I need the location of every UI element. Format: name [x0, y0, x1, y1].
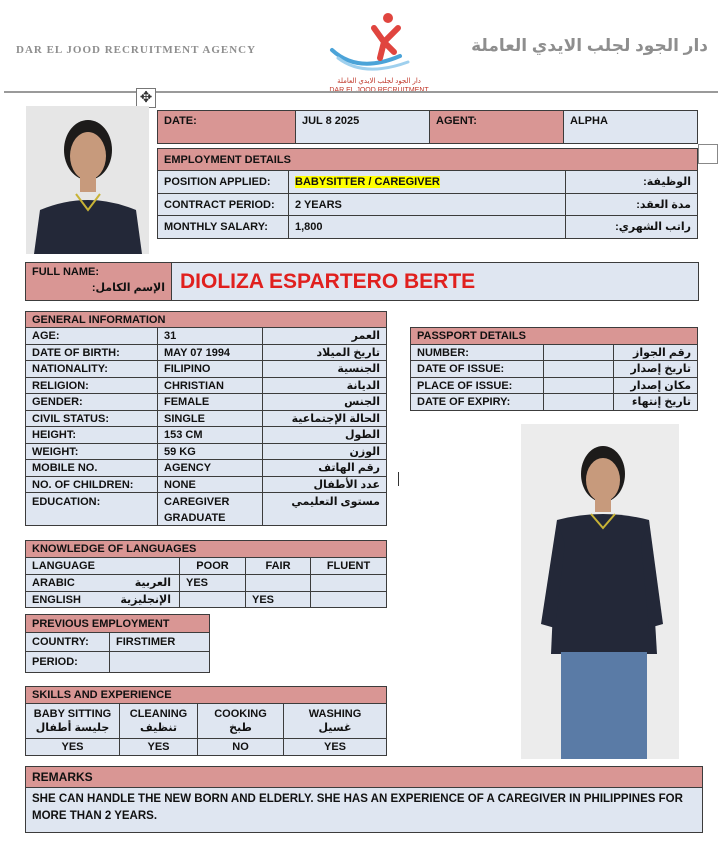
religion-label: RELIGION:	[26, 378, 158, 394]
education-label-ar: مستوى التعليمي	[263, 493, 387, 526]
date-label: DATE:	[158, 111, 296, 144]
previous-employment-table	[25, 614, 210, 673]
passport-issue-date-value	[544, 361, 614, 378]
skills-title: SKILLS AND EXPERIENCE	[26, 687, 387, 704]
languages-header-fluent: FLUENT	[311, 558, 387, 575]
skill-washing	[284, 704, 387, 739]
employment-title: EMPLOYMENT DETAILS	[158, 149, 698, 171]
employment-table	[157, 148, 698, 239]
arabic-fair	[246, 575, 311, 592]
salary-label-ar: راتب الشهري:	[566, 216, 698, 239]
period-value	[110, 652, 210, 673]
remarks-title: REMARKS	[26, 767, 703, 788]
height-label: HEIGHT:	[26, 427, 158, 444]
gender-label-ar: الجنس	[263, 394, 387, 411]
full-name-table	[25, 262, 699, 301]
passport-title: PASSPORT DETAILS	[411, 328, 698, 345]
remarks-table	[25, 766, 703, 833]
full-name-value: DIOLIZA ESPARTERO BERTE	[172, 263, 699, 301]
text-cursor	[398, 472, 399, 486]
language-arabic-ar: العربية	[134, 577, 171, 589]
general-info-table	[25, 311, 387, 526]
passport-issue-place-value	[544, 378, 614, 394]
skill-washing-en: WASHING	[308, 708, 362, 720]
agency-name-ar: دار الجود لجلب الايدي العاملة	[471, 36, 708, 55]
height-value: 153 CM	[158, 427, 263, 444]
passport-expiry-value	[544, 394, 614, 411]
position-label-ar: الوظيفة:	[566, 171, 698, 194]
passport-issue-place-label: PLACE OF ISSUE:	[411, 378, 544, 394]
full-name-label-en: FULL NAME:	[32, 266, 100, 278]
language-english-ar: الإنجليزية	[120, 593, 171, 606]
position-label: POSITION APPLIED:	[158, 171, 289, 194]
religion-label-ar: الديانة	[263, 378, 387, 394]
header-divider	[4, 91, 718, 93]
weight-label: WEIGHT:	[26, 444, 158, 460]
remarks-text: SHE CAN HANDLE THE NEW BORN AND ELDERLY. SHE HAS AN EXPERIENCE OF A CAREGIVER IN PHILIPPINES FOR MORE THAN 2 YEARS.	[26, 788, 703, 833]
passport-expiry-label: DATE OF EXPIRY:	[411, 394, 544, 411]
children-label: NO. OF CHILDREN:	[26, 477, 158, 493]
logo-text-ar: دار الجود لجلب الايدي العاملة	[337, 78, 421, 85]
agent-label: AGENT:	[430, 111, 564, 144]
previous-employment-title: PREVIOUS EMPLOYMENT	[26, 615, 210, 633]
period-label: PERIOD:	[26, 652, 110, 673]
languages-header-poor: POOR	[180, 558, 246, 575]
passport-number-label: NUMBER:	[411, 345, 544, 361]
mobile-label-ar: رقم الهاتف	[263, 460, 387, 477]
nationality-value: FILIPINO	[158, 361, 263, 378]
height-label-ar: الطول	[263, 427, 387, 444]
passport-table	[410, 327, 698, 411]
dob-label-ar: تاريخ الميلاد	[263, 345, 387, 361]
language-arabic-en: ARABIC	[32, 577, 75, 589]
dob-label: DATE OF BIRTH:	[26, 345, 158, 361]
weight-value: 59 KG	[158, 444, 263, 460]
general-info-title: GENERAL INFORMATION	[26, 312, 387, 328]
contract-value: 2 YEARS	[289, 194, 566, 216]
corner-box	[698, 144, 718, 164]
salary-label: MONTHLY SALARY:	[158, 216, 289, 239]
skills-table	[25, 686, 387, 756]
applicant-photo-small	[26, 106, 149, 254]
civil-status-value: SINGLE	[158, 411, 263, 427]
skill-baby-sitting	[26, 704, 120, 739]
skill-cooking-en: COOKING	[214, 708, 267, 720]
languages-table	[25, 540, 387, 608]
education-value	[158, 493, 263, 526]
skill-cleaning-en: CLEANING	[129, 708, 188, 720]
move-handle-icon[interactable]: ✥	[136, 88, 156, 108]
agency-logo	[318, 12, 440, 92]
english-poor	[180, 592, 246, 608]
language-english-en: ENGLISH	[32, 593, 81, 606]
education-value-line2: GRADUATE	[164, 512, 226, 524]
age-label: AGE:	[26, 328, 158, 345]
contract-label-ar: مدة العقد:	[566, 194, 698, 216]
mobile-value: AGENCY	[158, 460, 263, 477]
skill-baby-sitting-ar: جليسة أطفال	[35, 722, 110, 734]
passport-number-value	[544, 345, 614, 361]
language-english	[26, 592, 180, 608]
dob-value: MAY 07 1994	[158, 345, 263, 361]
children-label-ar: عدد الأطفال	[263, 477, 387, 493]
contract-label: CONTRACT PERIOD:	[158, 194, 289, 216]
salary-value: 1,800	[289, 216, 566, 239]
nationality-label-ar: الجنسية	[263, 361, 387, 378]
skill-washing-ar: غسيل	[318, 722, 352, 734]
applicant-photo-large	[521, 424, 679, 759]
logo-figure-icon	[318, 12, 440, 72]
country-label: COUNTRY:	[26, 633, 110, 652]
skill-baby-sitting-value: YES	[26, 739, 120, 756]
languages-header-fair: FAIR	[246, 558, 311, 575]
passport-issue-place-label-ar: مكان إصدار	[614, 378, 698, 394]
date-value: JUL 8 2025	[296, 111, 430, 144]
language-arabic	[26, 575, 180, 592]
gender-value: FEMALE	[158, 394, 263, 411]
children-value: NONE	[158, 477, 263, 493]
agent-value: ALPHA	[564, 111, 698, 144]
english-fluent	[311, 592, 387, 608]
weight-label-ar: الوزن	[263, 444, 387, 460]
passport-expiry-label-ar: تاريخ إنتهاء	[614, 394, 698, 411]
nationality-label: NATIONALITY:	[26, 361, 158, 378]
skill-cleaning-value: YES	[120, 739, 198, 756]
full-name-label	[26, 263, 172, 301]
education-label: EDUCATION:	[26, 493, 158, 526]
languages-header-language: LANGUAGE	[26, 558, 180, 575]
skill-cooking	[198, 704, 284, 739]
gender-label: GENDER:	[26, 394, 158, 411]
skill-baby-sitting-en: BABY SITTING	[33, 708, 112, 720]
full-name-label-ar: الإسم الكامل:	[91, 282, 165, 294]
civil-status-label: CIVIL STATUS:	[26, 411, 158, 427]
english-fair: YES	[246, 592, 311, 608]
education-value-line1: CAREGIVER	[164, 496, 230, 508]
age-label-ar: العمر	[263, 328, 387, 345]
religion-value: CHRISTIAN	[158, 378, 263, 394]
age-value: 31	[158, 328, 263, 345]
passport-issue-date-label-ar: تاريخ إصدار	[614, 361, 698, 378]
arabic-fluent	[311, 575, 387, 592]
agency-name-en: DAR EL JOOD RECRUITMENT AGENCY	[16, 44, 257, 56]
skill-cooking-ar: طبخ	[229, 722, 252, 734]
skill-cooking-value: NO	[198, 739, 284, 756]
skill-washing-value: YES	[284, 739, 387, 756]
passport-number-label-ar: رقم الجواز	[614, 345, 698, 361]
position-value: BABYSITTER / CAREGIVER	[289, 171, 566, 194]
date-agent-table	[157, 110, 698, 144]
skill-cleaning-ar: تنظيف	[140, 722, 177, 734]
passport-issue-date-label: DATE OF ISSUE:	[411, 361, 544, 378]
skill-cleaning	[120, 704, 198, 739]
country-value: FIRSTIMER	[110, 633, 210, 652]
arabic-poor: YES	[180, 575, 246, 592]
languages-title: KNOWLEDGE OF LANGUAGES	[26, 541, 387, 558]
mobile-label: MOBILE NO.	[26, 460, 158, 477]
civil-status-label-ar: الحالة الإجتماعية	[263, 411, 387, 427]
